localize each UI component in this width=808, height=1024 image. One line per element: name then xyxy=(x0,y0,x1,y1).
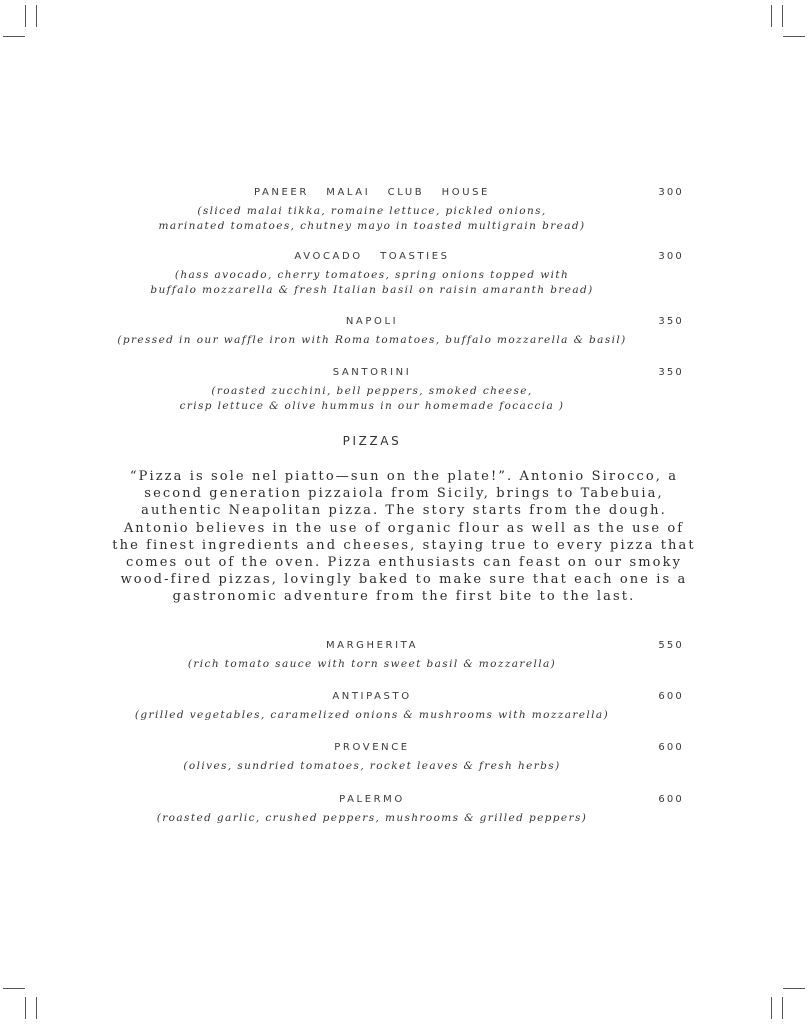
item-name: MARGHERITA xyxy=(325,640,419,651)
item-name: AVOCADO TOASTIES xyxy=(294,251,450,262)
crop-mark xyxy=(783,36,805,37)
crop-mark xyxy=(25,5,26,27)
item-description: (rich tomato sauce with torn sweet basil & mozzarella) xyxy=(187,658,557,670)
item-description: (roasted garlic, crushed peppers, mushrooms & grilled peppers) xyxy=(156,812,588,824)
section-title: PIZZAS xyxy=(342,434,402,448)
crop-mark xyxy=(783,988,805,989)
item-description: (grilled vegetables, caramelized onions & mushrooms with mozzarella) xyxy=(134,709,610,721)
item-price: 300 xyxy=(658,187,684,198)
item-price: 300 xyxy=(658,251,684,262)
item-name: ANTIPASTO xyxy=(332,691,412,702)
crop-mark xyxy=(782,997,783,1019)
item-name: PALERMO xyxy=(339,794,405,805)
item-description: (sliced malai tikka, romaine lettuce, pickled onions, marinated tomatoes, chutney mayo in toasted multigrain bread) xyxy=(158,205,586,232)
item-name: PROVENCE xyxy=(334,742,410,753)
crop-mark xyxy=(782,5,783,27)
section-intro: “Pizza is sole nel piatto—sun on the plate!”. Antonio Sirocco, a second generation pizzaiola from Sicily, brings to Tabebuia, authentic Neapolitan pizza. The story starts from the dough. Antonio believes in the use of organic flour as well as the use of the finest ingredients and cheeses, staying true to every pizza that comes out of the oven. Pizza enthusiasts can feast on our smoky wood-fired pizzas, lovingly baked to make sure that each one is a gastronomic adventure from the first bite to the last. xyxy=(112,469,696,605)
crop-mark xyxy=(771,997,772,1019)
item-price: 550 xyxy=(658,640,684,651)
crop-mark xyxy=(36,5,37,27)
item-price: 350 xyxy=(658,367,684,378)
crop-mark xyxy=(771,5,772,27)
crop-mark xyxy=(25,997,26,1019)
crop-mark xyxy=(36,997,37,1019)
item-description: (hass avocado, cherry tomatoes, spring onions topped with buffalo mozzarella & fresh Italian basil on raisin amaranth bread) xyxy=(150,269,594,296)
item-price: 600 xyxy=(658,691,684,702)
item-description: (roasted zucchini, bell peppers, smoked cheese, crisp lettuce & olive hummus in our homemade focaccia ) xyxy=(179,385,565,412)
item-description: (olives, sundried tomatoes, rocket leaves & fresh herbs) xyxy=(183,760,561,772)
item-name: SANTORINI xyxy=(332,367,412,378)
item-price: 600 xyxy=(658,742,684,753)
item-price: 600 xyxy=(658,794,684,805)
item-description: (pressed in our waffle iron with Roma tomatoes, buffalo mozzarella & basil) xyxy=(117,334,627,346)
crop-mark xyxy=(3,36,25,37)
item-price: 350 xyxy=(658,316,684,327)
crop-mark xyxy=(3,988,25,989)
item-name: NAPOLI xyxy=(345,316,399,327)
item-name: PANEER MALAI CLUB HOUSE xyxy=(254,187,490,198)
